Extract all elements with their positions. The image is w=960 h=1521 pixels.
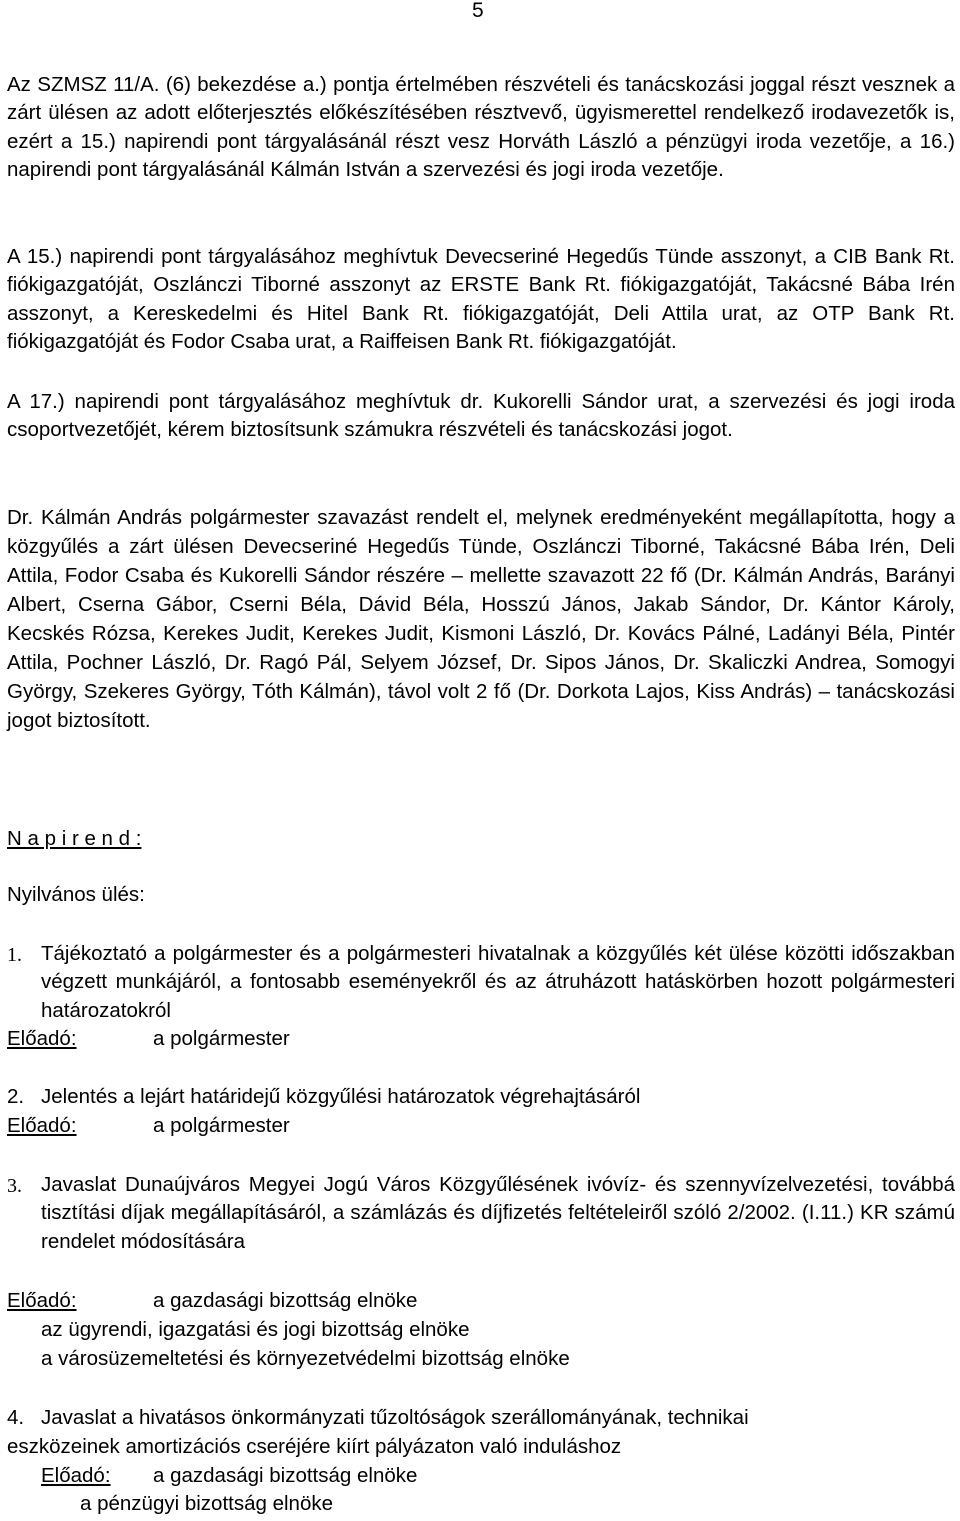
presenter: a városüzemeltetési és környezetvédelmi bizottság elnöke [41,1347,570,1370]
heading-napirend: N a p i r e n d : [7,827,142,850]
agenda-item-text: Tájékoztató a polgármester és a polgármesteri hivatalnak a közgyűlés két ülése közötti időszakban végzett munkájáról, a fontosabb eseményekről és az átruházott hatáskörben hozott polgármesteri határozatokról [41,942,955,1022]
presenter-label: Előadó: [7,1114,77,1137]
paragraph-szavazas: Dr. Kálmán András polgármester szavazást rendelt el, melynek eredményeként megállapította, hogy a közgyűlés a zárt ülésen Devecseriné Hegedűs Tünde, Oszlánczi Tiborné, Takácsné Bába Irén, Deli Attila, Fodor Csaba és Kukorelli Sándor részére – mellette szavazott 22 fő (Dr. Kálmán András, Barányi Albert, Cserna Gábor, Cserni Béla, Dávid Béla, Hosszú János, Jakab Sándor, Dr. Kántor Károly, Kecskés Rózsa, Kerekes Judit, Kerekes Judit, Kismoni László, Dr. Kovács Pálné, Ladányi Béla, Pintér Attila, Pochner László, Dr. Ragó Pál, Selyem József, Dr. Sipos János, Dr. Skaliczki Andrea, Somogyi György, Szekeres György, Tóth Kálmán), távol volt 2 fő (Dr. Dorkota Lajos, Kiss András) – tanácskozási jogot biztosított. [7,506,955,732]
agenda-item-number: 1. [7,944,22,966]
presenter-label: Előadó: [7,1027,77,1050]
agenda-item-number: 3. [7,1175,22,1197]
presenter: a gazdasági bizottság elnöke [153,1464,418,1487]
presenter: a gazdasági bizottság elnöke [153,1289,418,1312]
agenda-item-text: Javaslat Dunaújváros Megyei Jogú Város Közgyűlésének ivóvíz- és szennyvízelvezetési, továbbá tisztítási díjak megállapításáról, a számlázás és díjfizetés feltételeiről szóló 2/2002. (I.11.) KR számú rendelet módosítására [41,1173,955,1253]
agenda-item-number: 4. [7,1406,25,1429]
paragraph-szmsz: Az SZMSZ 11/A. (6) bekezdése a.) pontja értelmében részvételi és tanácskozási joggal részt vesznek a zárt ülésen az adott előterjesztés előkészítésében résztvevő, ügyismerettel rendelkező irodavezetők is, ezért a 15.) napirendi pont tárgyalásánál részt vesz Horváth László a pénzügyi iroda vezetője, a 16.) napirendi pont tárgyalásánál Kálmán István a szervezési és jogi iroda vezetője. [7,73,955,182]
agenda-item-number: 2. [7,1085,25,1108]
page-number: 5 [472,0,484,22]
presenter: a pénzügyi bizottság elnöke [80,1492,334,1515]
presenter: az ügyrendi, igazgatási és jogi bizottság elnöke [41,1318,470,1341]
presenter: a polgármester [153,1114,290,1137]
paragraph-meghivott-17: A 17.) napirendi pont tárgyalásához meghívtuk dr. Kukorelli Sándor urat, a szervezési és jogi iroda csoportvezetőjét, kérem biztosítsunk számukra részvételi és tanácskozási jogot. [7,390,955,442]
presenter-label: Előadó: [7,1289,77,1312]
presenter-label: Előadó: [41,1464,111,1487]
agenda-item-text: Jelentés a lejárt határidejű közgyűlési határozatok végrehajtásáról [41,1085,641,1108]
agenda-item-text-line-2: eszközeinek amortizációs cseréjére kiírt pályázaton való induláshoz [7,1435,622,1458]
presenter: a polgármester [153,1027,290,1050]
agenda-item-text-line-1: Javaslat a hivatásos önkormányzati tűzoltóságok szerállományának, technikai [41,1406,749,1429]
paragraph-meghivottak-15: A 15.) napirendi pont tárgyalásához meghívtuk Devecseriné Hegedűs Tünde asszonyt, a CIB Bank Rt. fiókigazgatóját, Oszlánczi Tiborné asszonyt az ERSTE Bank Rt. fiókigazgatóját, Takácsné Bába Irén asszonyt, a Kereskedelmi és Hitel Bank Rt. fiókigazgatóját, Deli Attila urat, az OTP Bank Rt. fiókigazgatóját és Fodor Csaba urat, a Raiffeisen Bank Rt. fiókigazgatóját. [7,245,955,354]
heading-nyilvanos-ules: Nyilvános ülés: [7,883,145,906]
